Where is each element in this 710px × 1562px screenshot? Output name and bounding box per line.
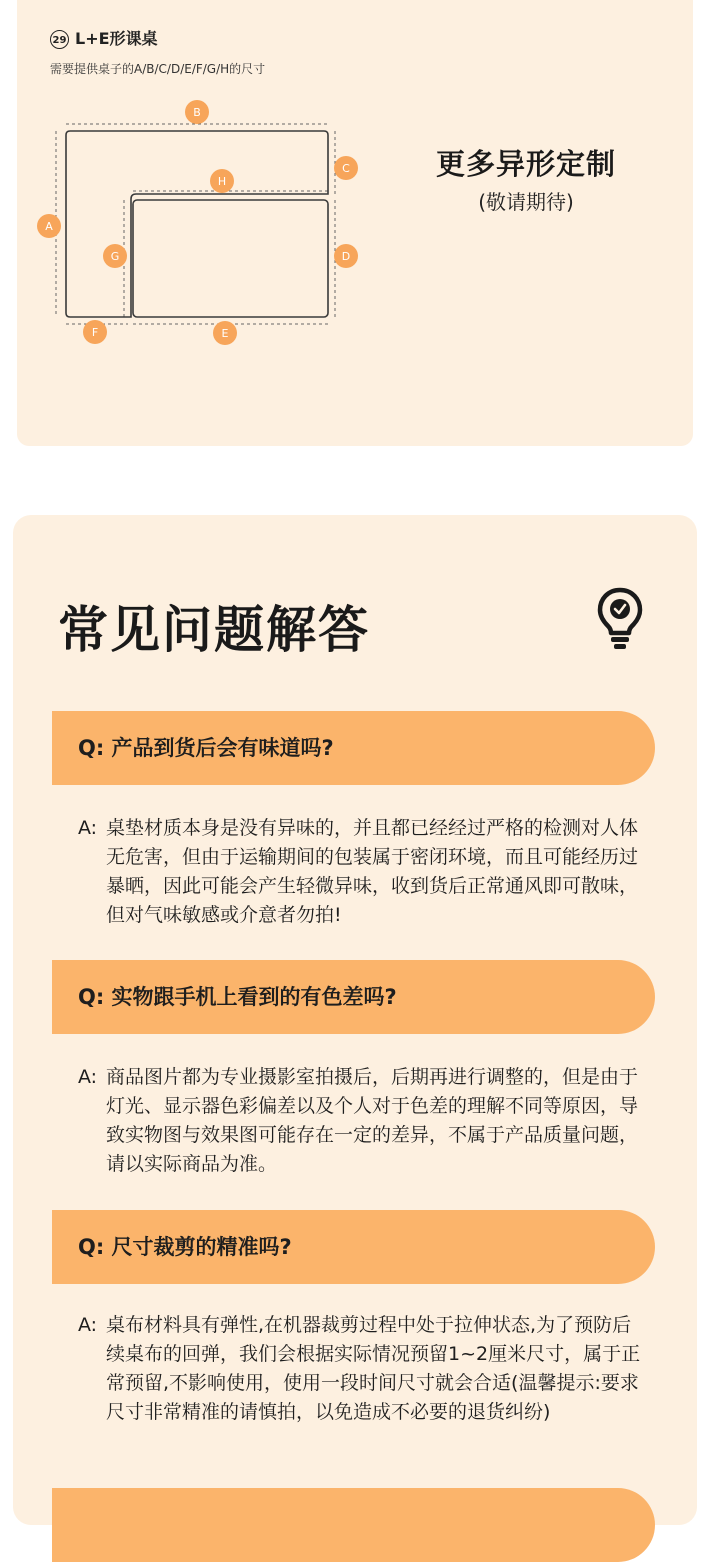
answer-label: A: bbox=[78, 1066, 98, 1088]
faq-question: Q: 尺寸裁剪的精准吗? bbox=[78, 1235, 292, 1259]
answer-label: A: bbox=[78, 1314, 98, 1336]
dimension-badge-c bbox=[334, 156, 358, 180]
svg-text:C: C bbox=[342, 162, 350, 175]
svg-text:B: B bbox=[193, 106, 201, 119]
dimension-badge-d bbox=[334, 244, 358, 268]
answer-text: 桌垫材质本身是没有异味的，并且都已经经过严格的检测对人体无危害，但由于运输期间的包装属于密闭环境，而且可能经历过暴晒，因此可能会产生轻微异味，收到货后正常通风即可散味，但对气味敏感或介意者勿拍! bbox=[106, 817, 639, 926]
dimension-badge-f bbox=[83, 320, 107, 344]
svg-text:G: G bbox=[110, 250, 120, 263]
desk-shape-diagram bbox=[0, 0, 710, 460]
faq-question-bar[interactable] bbox=[52, 960, 655, 1034]
lightbulb-check-icon bbox=[595, 586, 645, 652]
dimension-badge-b bbox=[185, 100, 209, 124]
faq-answer bbox=[78, 1063, 648, 1179]
shape-item-title: L+E形课桌 bbox=[75, 29, 158, 48]
svg-text:E: E bbox=[221, 327, 229, 340]
e-shape-outline bbox=[133, 200, 328, 317]
shape-item-requirement: 需要提供桌子的A/B/C/D/E/F/G/H的尺寸 bbox=[50, 62, 266, 76]
dimension-badge-e bbox=[213, 321, 237, 345]
faq-question-bar[interactable] bbox=[52, 1210, 655, 1284]
faq-question-bar[interactable] bbox=[52, 711, 655, 785]
svg-text:F: F bbox=[91, 326, 99, 339]
custom-promo-title: 更多异形定制 bbox=[435, 147, 616, 181]
dimension-badge-g bbox=[103, 244, 127, 268]
svg-text:H: H bbox=[217, 175, 227, 188]
answer-text: 商品图片都为专业摄影室拍摄后，后期再进行调整的，但是由于灯光、显示器色彩偏差以及个人对于色差的理解不同等原因，导致实物图与效果图可能存在一定的差异，不属于产品质量问题，请以实际商品为准。 bbox=[106, 1066, 639, 1175]
dimension-badge-h bbox=[210, 169, 234, 193]
faq-answer bbox=[78, 814, 648, 930]
answer-text: 桌布材料具有弹性,在机器裁剪过程中处于拉伸状态,为了预防后续桌布的回弹，我们会根据实际情况预留1~2厘米尺寸，属于正常预留,不影响使用，使用一段时间尺寸就会合适(温馨提示:要求尺寸非常精准的请慎拍，以免造成不必要的退货纠纷) bbox=[106, 1314, 641, 1423]
dimension-badge-a bbox=[37, 214, 61, 238]
faq-answer bbox=[78, 1311, 648, 1427]
item-number-badge: 29 bbox=[50, 30, 69, 49]
answer-label: A: bbox=[78, 817, 98, 839]
l-shape-outline bbox=[66, 131, 328, 317]
faq-title: 常见问题解答 bbox=[58, 601, 370, 659]
custom-promo-subtitle: (敬请期待) bbox=[478, 190, 574, 214]
svg-text:D: D bbox=[341, 250, 351, 263]
faq-question: Q: 实物跟手机上看到的有色差吗? bbox=[78, 985, 397, 1009]
faq-question-bar-next[interactable] bbox=[52, 1488, 655, 1562]
svg-text:A: A bbox=[45, 220, 53, 233]
faq-question: Q: 产品到货后会有味道吗? bbox=[78, 736, 334, 760]
